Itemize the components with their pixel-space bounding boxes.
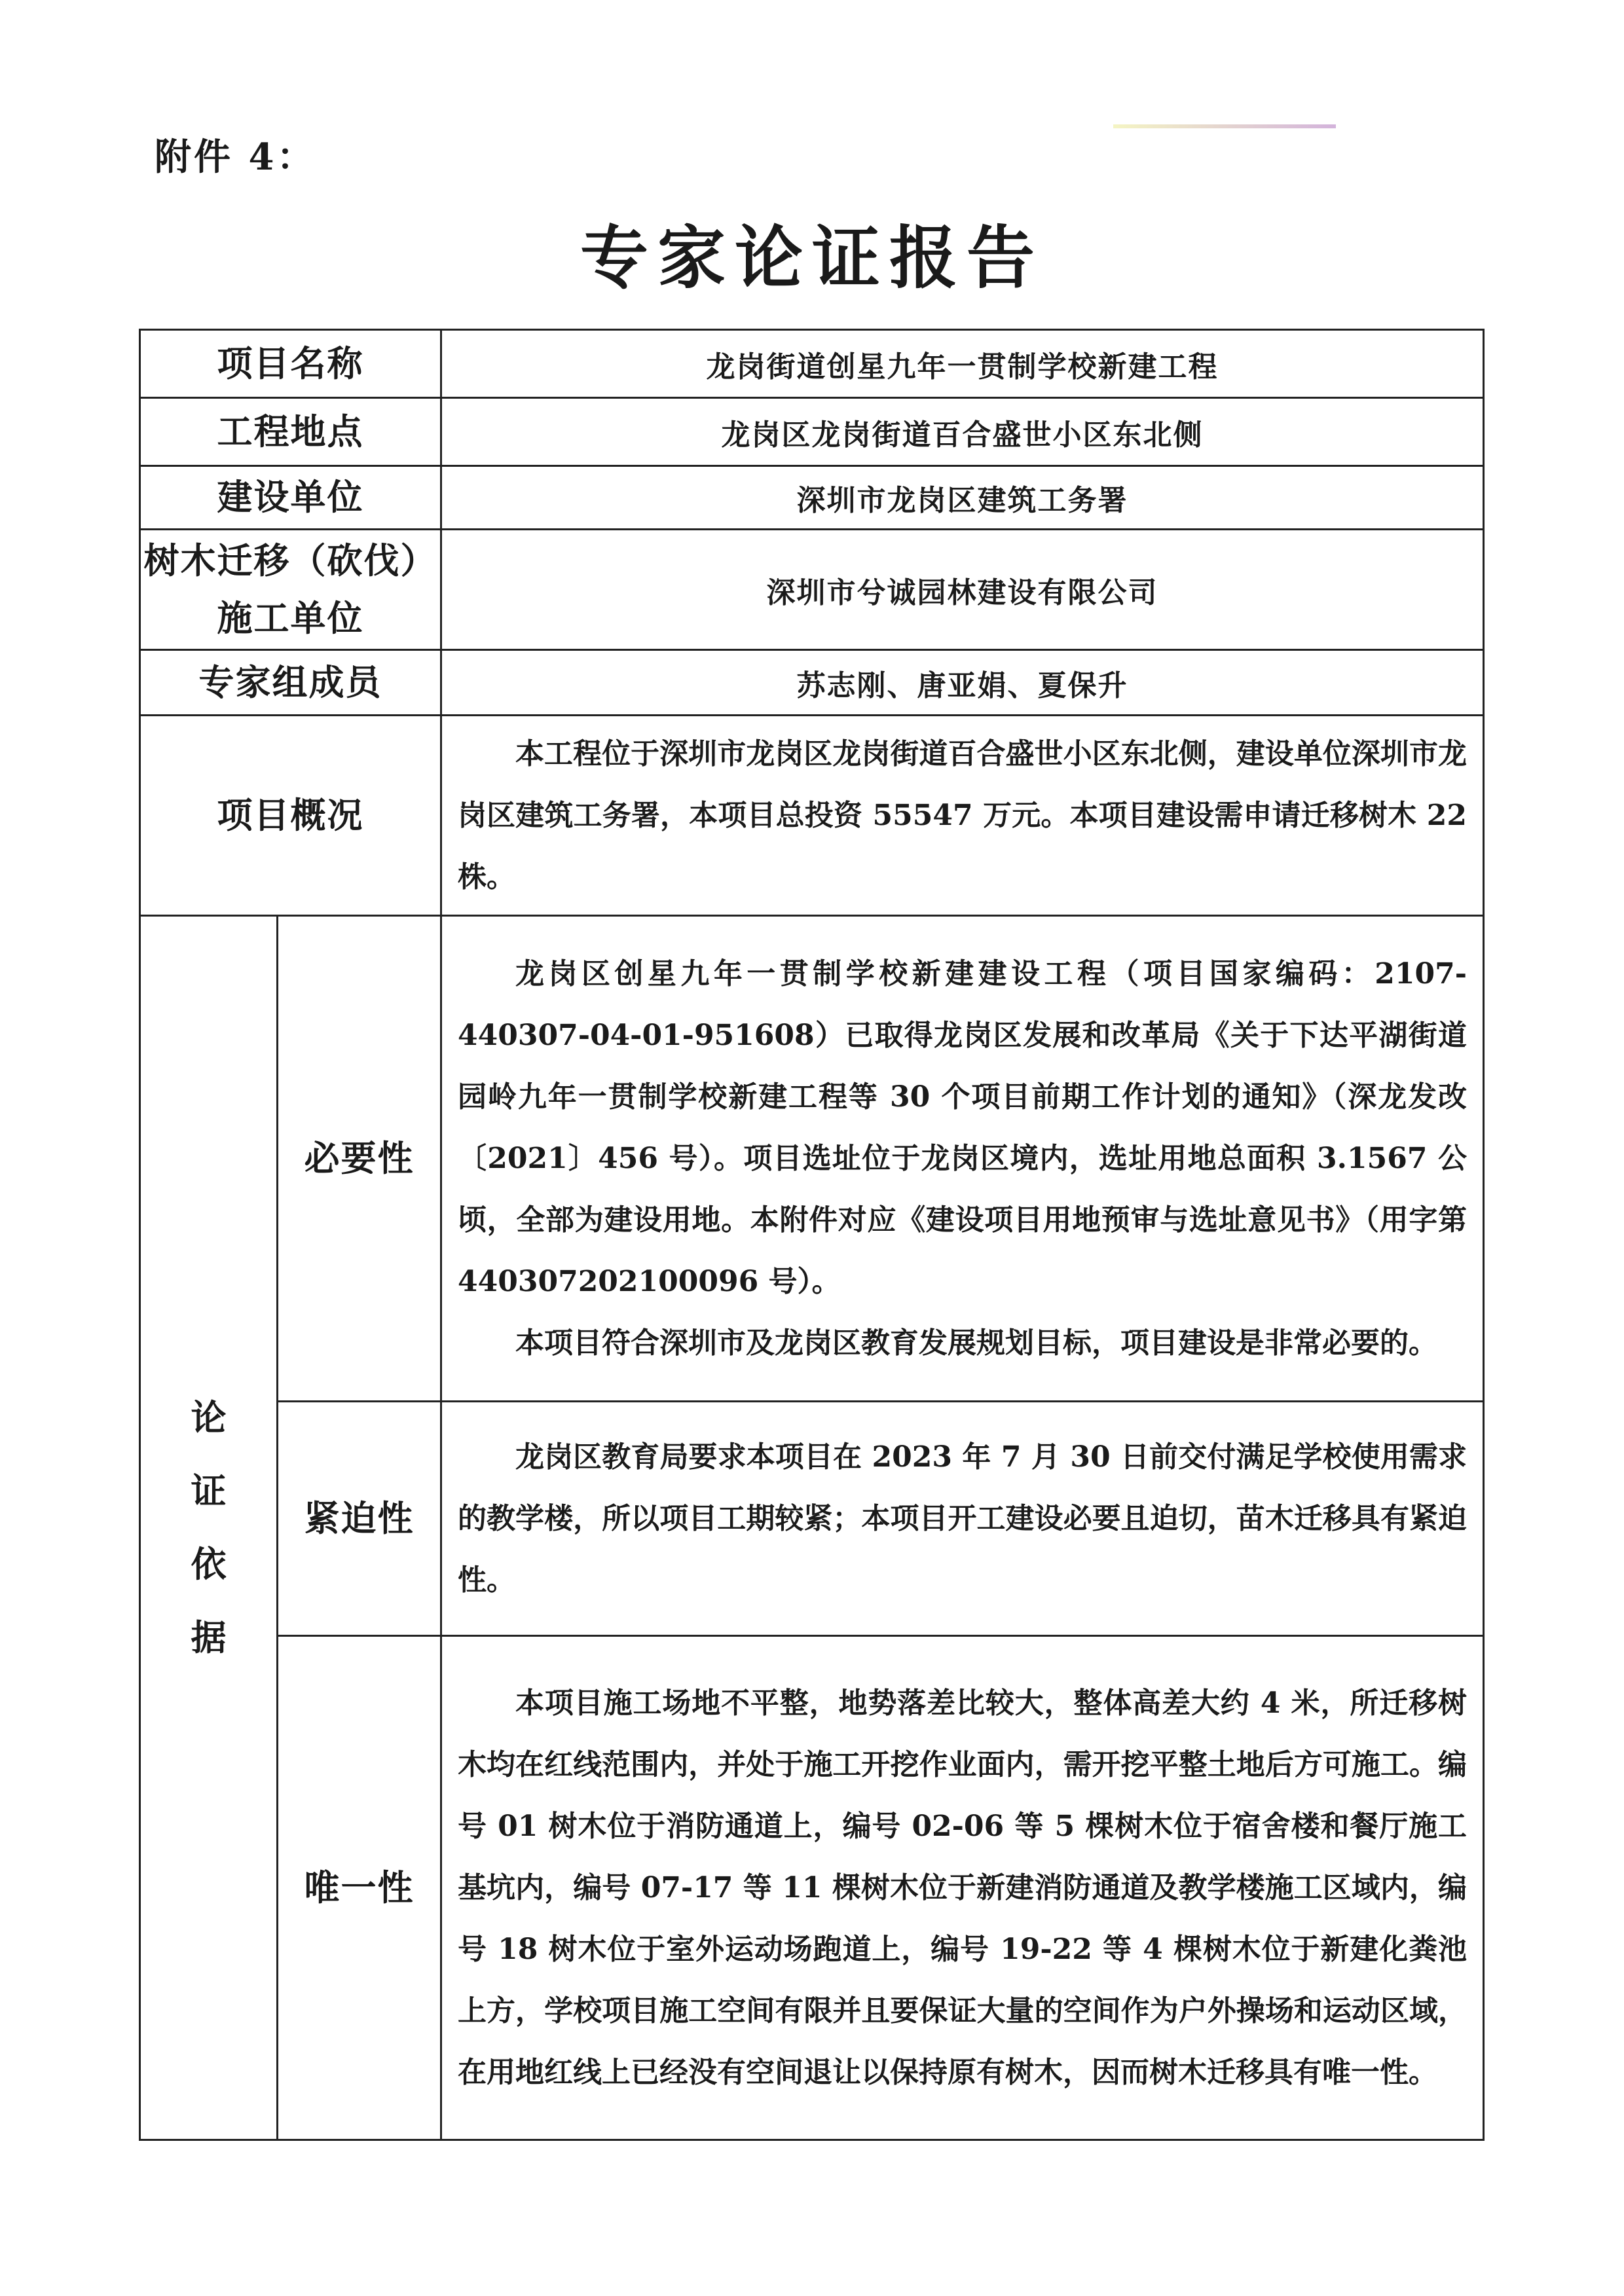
- urgency-label: 紧迫性: [278, 1402, 441, 1636]
- experts-value: 苏志刚、唐亚娟、夏保升: [441, 650, 1484, 716]
- uniqueness-text-cell: [441, 1636, 1484, 2140]
- necessity-paragraph-1: 龙岗区创星九年一贯制学校新建建设工程（项目国家编码：2107-440307-04-01-951608）已取得龙岗区发展和改革局《关于下达平湖街道园岭九年一贯制学校新建工程等 30 个项目前期工作计划的通知》（深龙发改〔2021〕456 号）。项目选址位于龙岗区境内，选址用地总面积 3.1567 公顷，全部为建设用地。本附件对应《建设项目用地预审与选址意见书》（用字第 440307202100096 号）。: [458, 957, 1467, 1298]
- report-table: [139, 329, 1485, 2141]
- row-contractor: [140, 530, 1484, 650]
- attachment-label: 附件 4：: [155, 136, 316, 179]
- row-urgency: [140, 1402, 1484, 1636]
- urgency-text-cell: [441, 1402, 1484, 1636]
- project-name-value: 龙岗街道创星九年一贯制学校新建工程: [441, 330, 1484, 398]
- contractor-label-line2: 施工单位: [217, 597, 364, 639]
- necessity-paragraph-2: 本项目符合深圳市及龙岗区教育发展规划目标，项目建设是非常必要的。: [515, 1326, 1437, 1360]
- basis-char-3: 依: [191, 1543, 227, 1585]
- uniqueness-label: 唯一性: [278, 1636, 441, 2140]
- row-necessity: [140, 916, 1484, 1402]
- builder-label: 建设单位: [140, 466, 441, 530]
- necessity-text-cell: [441, 916, 1484, 1402]
- row-overview: [140, 716, 1484, 916]
- project-name-label: 项目名称: [140, 330, 441, 398]
- contractor-label: [140, 530, 441, 650]
- contractor-value: 深圳市兮诚园林建设有限公司: [441, 530, 1484, 650]
- basis-char-2: 证: [191, 1470, 227, 1512]
- contractor-label-line1: 树木迁移（砍伐）: [143, 539, 437, 581]
- location-value: 龙岗区龙岗街道百合盛世小区东北侧: [441, 398, 1484, 466]
- row-uniqueness: [140, 1636, 1484, 2140]
- overview-text-cell: [441, 716, 1484, 916]
- row-project-name: [140, 330, 1484, 398]
- row-location: [140, 398, 1484, 466]
- row-experts: [140, 650, 1484, 716]
- scan-mark: [1113, 124, 1336, 128]
- row-builder: [140, 466, 1484, 530]
- overview-paragraph: 本工程位于深圳市龙岗区龙岗街道百合盛世小区东北侧，建设单位深圳市龙岗区建筑工务署，本项目总投资 55547 万元。本项目建设需申请迁移树木 22 株。: [458, 737, 1467, 894]
- necessity-label: 必要性: [278, 916, 441, 1402]
- urgency-paragraph: 龙岗区教育局要求本项目在 2023 年 7 月 30 日前交付满足学校使用需求的教学楼，所以项目工期较紧；本项目开工建设必要且迫切，苗木迁移具有紧迫性。: [458, 1440, 1467, 1597]
- experts-label: 专家组成员: [140, 650, 441, 716]
- basis-char-4: 据: [191, 1616, 227, 1658]
- overview-label: 项目概况: [140, 716, 441, 916]
- builder-value: 深圳市龙岗区建筑工务署: [441, 466, 1484, 530]
- uniqueness-paragraph: 本项目施工场地不平整，地势落差比较大，整体高差大约 4 米，所迁移树木均在红线范围内，并处于施工开挖作业面内，需开挖平整土地后方可施工。编号 01 树木位于消防通道上，编号 02-06 等 5 棵树木位于宿舍楼和餐厅施工基坑内，编号 07-17 等 11 棵树木位于新建消防通道及教学楼施工区域内，编号 18 树木位于室外运动场跑道上，编号 19-22 等 4 棵树木位于新建化粪池上方，学校项目施工空间有限并且要保证大量的空间作为户外操场和运动区域，在用地红线上已经没有空间退让以保持原有树木，因而树木迁移具有唯一性。: [458, 1686, 1467, 2089]
- basis-char-1: 论: [191, 1396, 227, 1438]
- location-label: 工程地点: [140, 398, 441, 466]
- page-title: 专家论证报告: [580, 217, 1044, 298]
- basis-label: [140, 916, 278, 2140]
